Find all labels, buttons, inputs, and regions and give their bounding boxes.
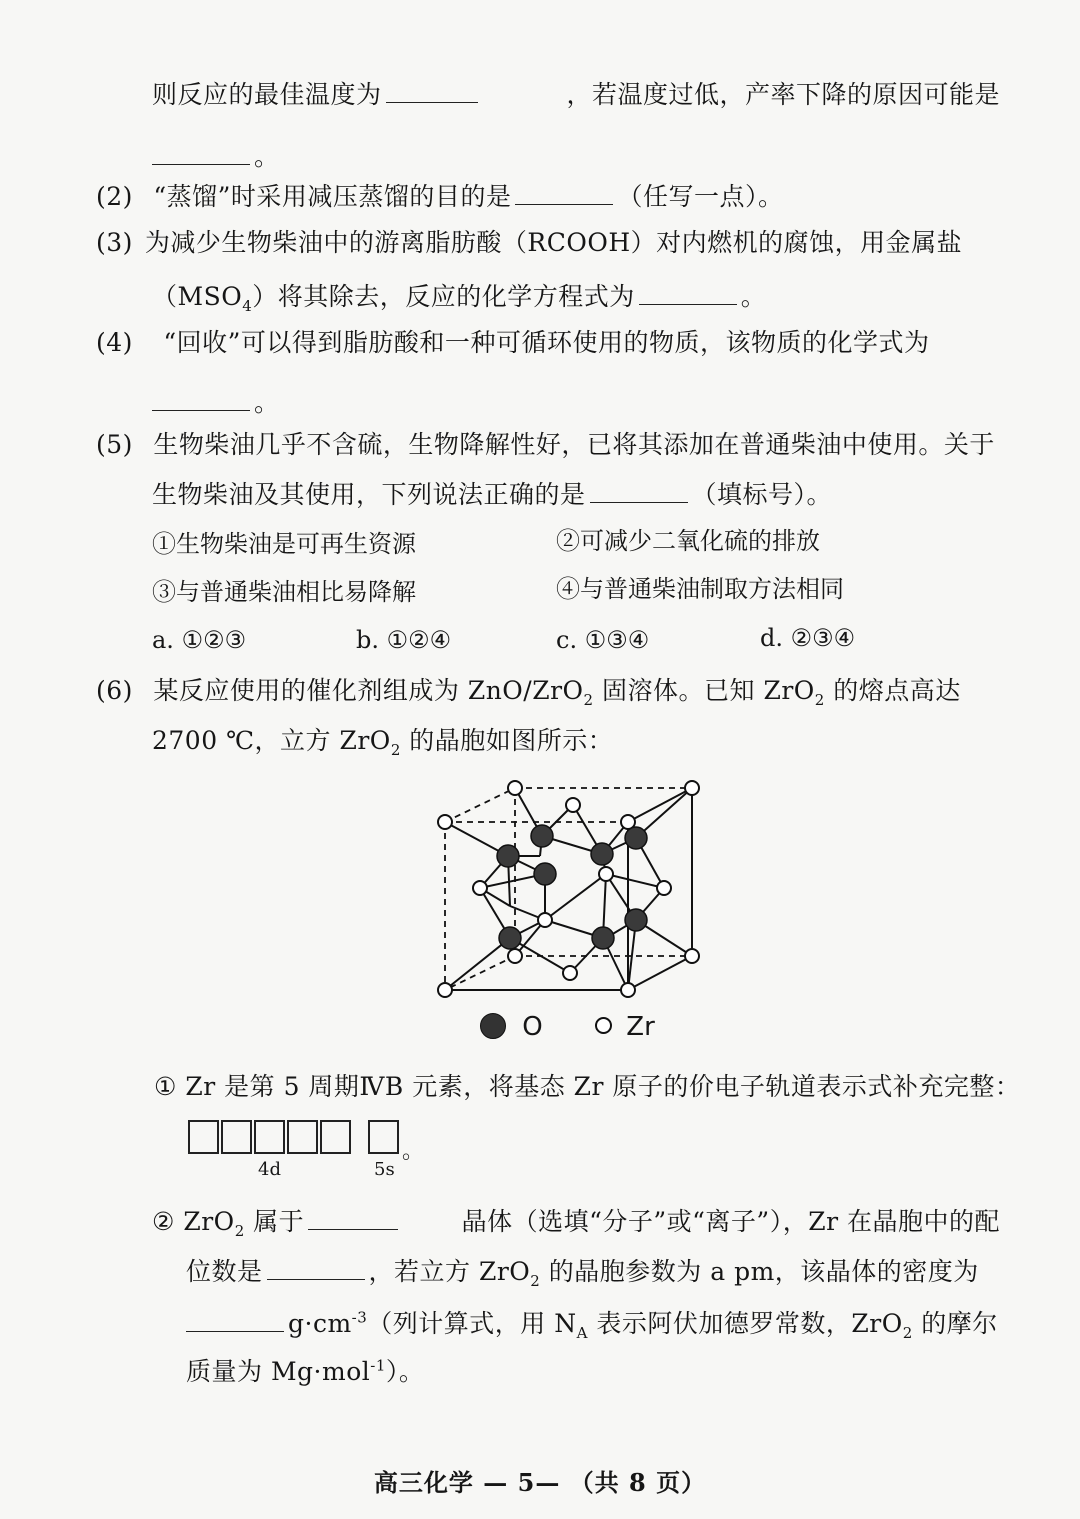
answer-blank-q3[interactable] (639, 282, 737, 305)
q6-line2-a: 2700 ℃，立方 ZrO (152, 726, 391, 755)
zr-atom (566, 798, 580, 812)
q4-line2 (152, 386, 280, 420)
q6-sub2-line2 (186, 1255, 979, 1289)
orbital-box-4d-2[interactable] (221, 1120, 252, 1154)
q6-sub2-l3-d: 的摩尔 (912, 1309, 998, 1338)
q6-sub2-l3-c: 表示阿伏加德罗常数，ZrO (587, 1309, 903, 1338)
q6-sub2-l3-b: （列计算式，用 N (367, 1309, 577, 1338)
q6-line2-b: 的晶胞如图所示： (400, 726, 614, 755)
q1-line2 (152, 140, 280, 174)
q5-choice-d: d. ②③④ (760, 624, 856, 652)
answer-blank-coordination[interactable] (267, 1257, 365, 1280)
q5-statement-3: ③与普通柴油相比易降解 (152, 578, 416, 606)
q3-line1 (96, 226, 1000, 260)
orbital-box-4d-3[interactable] (254, 1120, 285, 1154)
answer-blank-q2[interactable] (515, 182, 613, 205)
o-atom (497, 845, 519, 867)
q1-text-a: 则反应的最佳温度为 (152, 80, 382, 109)
answer-blank-crystal-type[interactable] (308, 1207, 398, 1230)
answer-blank-q5[interactable] (590, 480, 688, 503)
zr-atom (508, 949, 522, 963)
zro2-unit-cell-diagram (420, 770, 730, 1010)
orbital-box-5s[interactable] (368, 1120, 399, 1154)
q1-text-b: ，若温度过低，产率下降的原因可能是 (566, 80, 1000, 109)
o-atom (499, 927, 521, 949)
q6-sub2-l2-sub: 2 (530, 1272, 541, 1290)
orbital-box-4d-4[interactable] (287, 1120, 318, 1154)
legend-label-zr: Zr (626, 1012, 655, 1042)
o-atom-legend-icon (480, 1013, 506, 1039)
q6-line1-c: 的熔点高达 (824, 676, 961, 705)
q6-sub2-l4-a: 质量为 Mg·mol (186, 1357, 371, 1386)
q6-sub2-line4 (186, 1355, 424, 1389)
q3-text-line1: 为减少生物柴油中的游离脂肪酸（RCOOH）对内燃机的腐蚀，用金属盐 (144, 228, 963, 257)
zr-atom (563, 966, 577, 980)
answer-blank-density[interactable] (186, 1309, 284, 1332)
q3-line2 (152, 280, 766, 314)
q3-number: (3) (96, 228, 133, 257)
q3-line2-a: （MSO (152, 282, 243, 311)
q6-sub2-l3-sub: A (576, 1324, 588, 1342)
q2-line (96, 180, 783, 214)
q6-line1-b: 固溶体。已知 ZrO (593, 676, 815, 705)
q4-text: “回收”可以得到脂肪酸和一种可循环使用的物质，该物质的化学式为 (163, 328, 930, 357)
zr-atom (599, 867, 613, 881)
q6-sub2-l3-sup: -3 (351, 1308, 368, 1327)
q4-line1 (96, 326, 929, 360)
answer-blank-reason[interactable] (152, 142, 250, 165)
q6-line1-a: 某反应使用的催化剂组成为 ZnO/ZrO (153, 676, 584, 705)
q5-line2-a: 生物柴油及其使用，下列说法正确的是 (152, 480, 586, 509)
zr-atom (685, 949, 699, 963)
q4-number: (4) (96, 328, 133, 357)
q6-sub1-text: ① Zr 是第 5 周期ⅣB 元素，将基态 Zr 原子的价电子轨道表示式补充完整： (154, 1072, 1021, 1101)
q5-line2-b: （填标号）。 (691, 480, 833, 509)
zr-atom (657, 881, 671, 895)
zr-atom (685, 781, 699, 795)
o-atom (625, 827, 647, 849)
zr-atom (473, 881, 487, 895)
orbital-label-4d: 4d (258, 1159, 281, 1180)
q6-sub2-l2-c: 的晶胞参数为 a pm，该晶体的密度为 (540, 1257, 979, 1286)
diagram-legend (480, 1012, 655, 1042)
q5-text: 生物柴油几乎不含硫，生物降解性好，已将其添加在普通柴油中使用。关于 (153, 430, 995, 459)
q1-end: 。 (254, 142, 280, 171)
q5-statement-1: ①生物柴油是可再生资源 (152, 530, 416, 558)
q6-sub2-l3-a: g·cm (288, 1309, 352, 1338)
q6-sub-1: 2 (583, 691, 594, 709)
q5-line1 (96, 428, 995, 462)
q3-text (145, 226, 1000, 260)
q6-sub2-l4-sup: -1 (370, 1356, 386, 1375)
q5-choice-a: a. ①②③ (152, 626, 247, 654)
answer-blank-q4[interactable] (152, 388, 250, 411)
o-atom (591, 843, 613, 865)
q5-number: (5) (96, 430, 133, 459)
zr-atom (438, 815, 452, 829)
q6-sub2-l1-a: ② ZrO (152, 1207, 235, 1236)
q6-sub-2: 2 (814, 691, 825, 709)
q6-sub2-l1-c: 晶体（选填“分子”或“离子”），Zr 在晶胞中的配 (461, 1207, 1000, 1236)
q6-line1 (96, 674, 961, 708)
q6-sub2-line1 (152, 1205, 1000, 1239)
q5-statement-2: ②可减少二氧化硫的排放 (556, 527, 820, 555)
zr-atom (438, 983, 452, 997)
q3-sub: 4 (242, 297, 253, 315)
o-atom (534, 863, 556, 885)
orbital-end: 。 (402, 1139, 425, 1164)
answer-blank-temp[interactable] (386, 80, 478, 103)
q6-line2 (152, 724, 613, 758)
o-atom (592, 927, 614, 949)
q2-number: (2) (96, 182, 133, 211)
zr-atom-legend-icon (595, 1017, 612, 1034)
q2-text-a: “蒸馏”时采用减压蒸馏的目的是 (153, 182, 512, 211)
o-atom (625, 909, 647, 931)
q5-line2 (152, 478, 832, 512)
q6-sub2-l3-sub2: 2 (902, 1324, 913, 1342)
q5-choice-b: b. ①②④ (356, 626, 452, 654)
zr-atom (621, 983, 635, 997)
q1-line1 (152, 78, 1000, 112)
q6-sub2-l1-b: 属于 (244, 1207, 305, 1236)
q6-sub2-l2-b: ，若立方 ZrO (368, 1257, 531, 1286)
q2-text-b: （任写一点）。 (617, 182, 784, 211)
q3-end: 。 (740, 282, 767, 311)
q6-sub2-l4-b: ）。 (385, 1357, 425, 1386)
orbital-box-4d-1[interactable] (188, 1120, 219, 1154)
q3-line2-b: ）将其除去，反应的化学方程式为 (252, 282, 635, 311)
orbital-box-4d-5[interactable] (320, 1120, 351, 1154)
legend-label-o: O (522, 1012, 543, 1042)
zr-atom (538, 913, 552, 927)
q6-sub2-l1-sub: 2 (234, 1222, 245, 1240)
q4-end: 。 (254, 388, 280, 417)
q5-statement-4: ④与普通柴油制取方法相同 (556, 575, 844, 603)
q6-number: (6) (96, 676, 133, 705)
q6-sub2-l2-a: 位数是 (186, 1257, 263, 1286)
o-atom (531, 825, 553, 847)
orbital-label-5s: 5s (374, 1159, 395, 1180)
q6-sub-3: 2 (390, 741, 401, 759)
page-footer: 高三化学 — 5— （共 8 页） (373, 1468, 707, 1497)
q5-choice-c: c. ①③④ (556, 626, 650, 654)
q6-sub2-line3 (186, 1307, 998, 1341)
zr-atom (508, 781, 522, 795)
